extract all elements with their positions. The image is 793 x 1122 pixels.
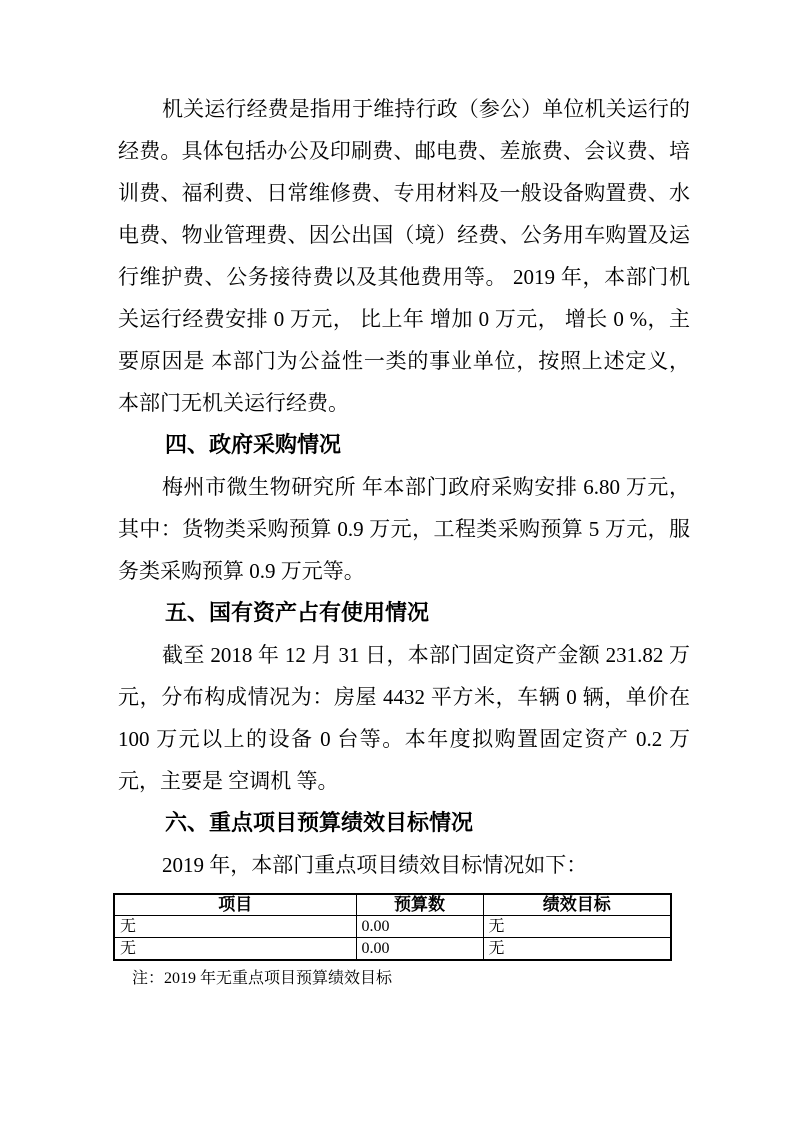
key-project-performance-paragraph: 2019 年，本部门重点项目绩效目标情况如下： [162,853,588,877]
table-header-budget: 预算数 [356,894,483,916]
table-note: 注：2019 年无重点项目预算绩效目标 [132,970,393,987]
cell-budget: 0.00 [356,938,483,961]
table-header-performance-target: 绩效目标 [483,894,671,916]
state-owned-assets-paragraph: 截至 2018 年 12 月 31 日，本部门固定资产金额 231.82 万元，分布构成情况为：房屋 4432 平方米，车辆 0 辆，单价在 100 万元以上的设备 0 台等。本年度拟购置固定资产 0.2 万元，主要是 空调机 等。 [118,643,690,793]
table-header-project: 项目 [114,894,356,916]
section-heading-state-owned-assets: 五、国有资产占有使用情况 [165,600,430,625]
table-header-row [114,894,671,916]
table-row [114,916,671,938]
cell-performance-target: 无 [483,916,671,938]
cell-performance-target: 无 [483,938,671,961]
section-heading-key-project-performance: 六、重点项目预算绩效目标情况 [165,810,474,835]
cell-project: 无 [114,938,356,961]
cell-budget: 0.00 [356,916,483,938]
intro-paragraph: 机关运行经费是指用于维持行政（参公）单位机关运行的经费。具体包括办公及印刷费、邮电费、差旅费、会议费、培训费、福利费、日常维修费、专用材料及一般设备购置费、水电费、物业管理费、因公出国（境）经费、公务用车购置及运行维护费、公务接待费以及其他费用等。 2019 年，本部门机关运行经费安排 0 万元， 比上年 增加 0 万元， 增长 0 %，主要原因是 本部门为公益性一类的事业单位，按照上述定义，本部门无机关运行经费。 [118,97,690,415]
performance-target-table [113,893,672,961]
table-row [114,938,671,961]
cell-project: 无 [114,916,356,938]
section-heading-government-procurement: 四、政府采购情况 [165,432,342,457]
government-procurement-paragraph: 梅州市微生物研究所 年本部门政府采购安排 6.80 万元，其中：货物类采购预算 0.9 万元，工程类采购预算 5 万元，服务类采购预算 0.9 万元等。 [118,475,690,583]
document-content [113,88,690,990]
